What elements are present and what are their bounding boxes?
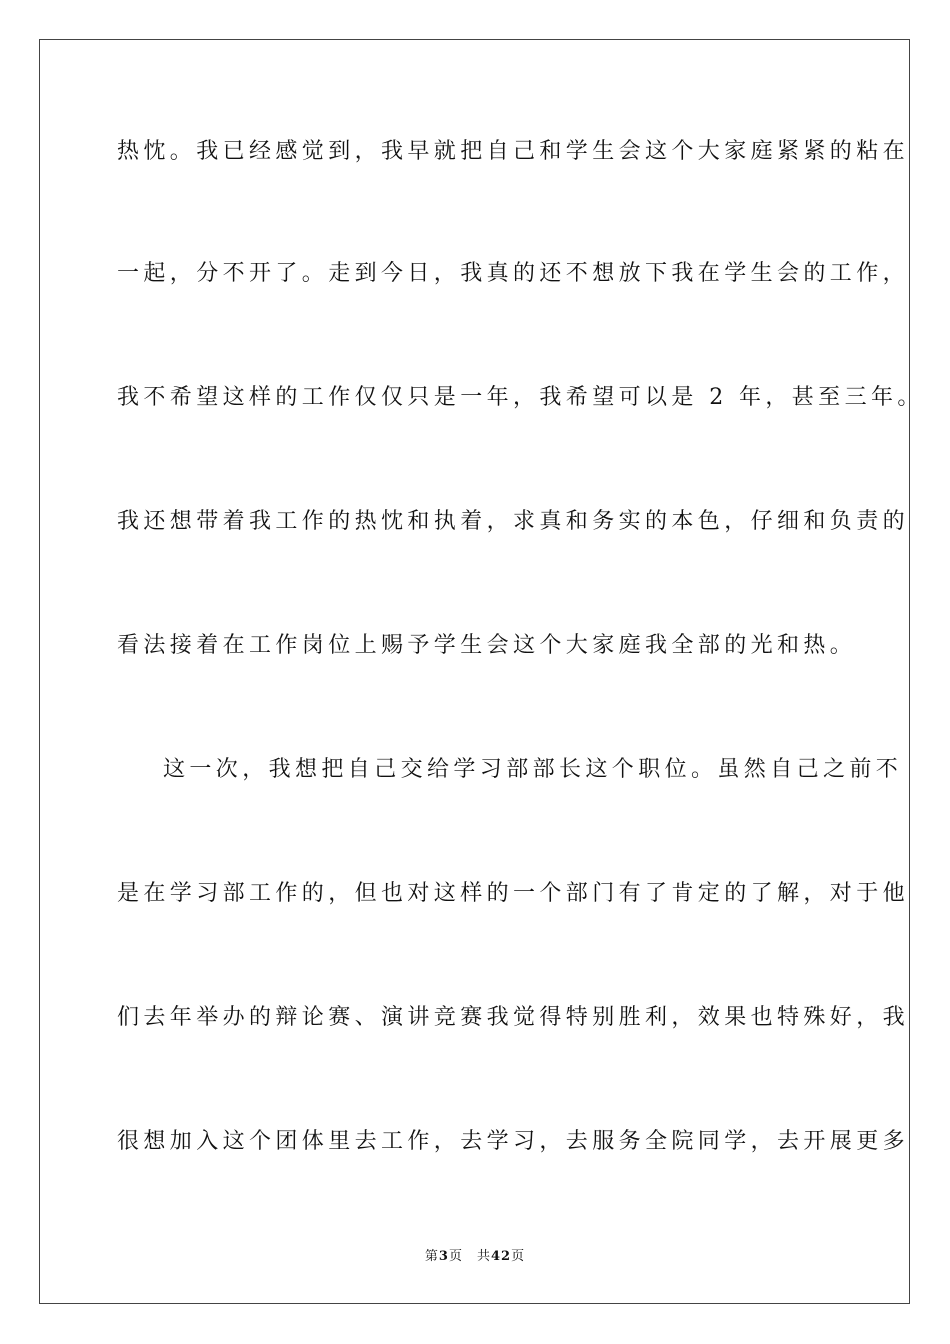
paragraph-line-4: 我还想带着我工作的热忱和执着，求真和务实的本色，仔细和负责的 <box>117 509 910 534</box>
paragraph-line-5: 看法接着在工作岗位上赐予学生会这个大家庭我全部的光和热。 <box>117 633 857 658</box>
page-border <box>39 39 924 1304</box>
total-suffix: 页 <box>511 1249 526 1264</box>
paragraph-line-9: 很想加入这个团体里去工作，去学习，去服务全院同学，去开展更多 <box>117 1129 910 1154</box>
page-prefix: 第 <box>424 1249 439 1264</box>
paragraph-line-8: 们去年举办的辩论赛、演讲竞赛我觉得特别胜利，效果也特殊好，我 <box>117 1005 910 1030</box>
paragraph-line-1: 热忱。我已经感觉到，我早就把自己和学生会这个大家庭紧紧的粘在 <box>117 139 910 164</box>
total-pages: 42 <box>490 1249 512 1264</box>
paragraph-line-3: 我不希望这样的工作仅仅只是一年，我希望可以是 2 年，甚至三年。 <box>117 385 924 410</box>
page-footer <box>0 1248 950 1266</box>
paragraph-line-2: 一起，分不开了。走到今日，我真的还不想放下我在学生会的工作， <box>117 261 910 286</box>
paragraph-line-7: 是在学习部工作的，但也对这样的一个部门有了肯定的了解，对于他 <box>117 881 910 906</box>
page-suffix: 页 <box>448 1249 463 1264</box>
total-prefix: 共 <box>476 1249 491 1264</box>
page-number: 3 <box>438 1249 449 1264</box>
paragraph-line-6: 这一次，我想把自己交给学习部部长这个职位。虽然自己之前不 <box>163 757 903 782</box>
